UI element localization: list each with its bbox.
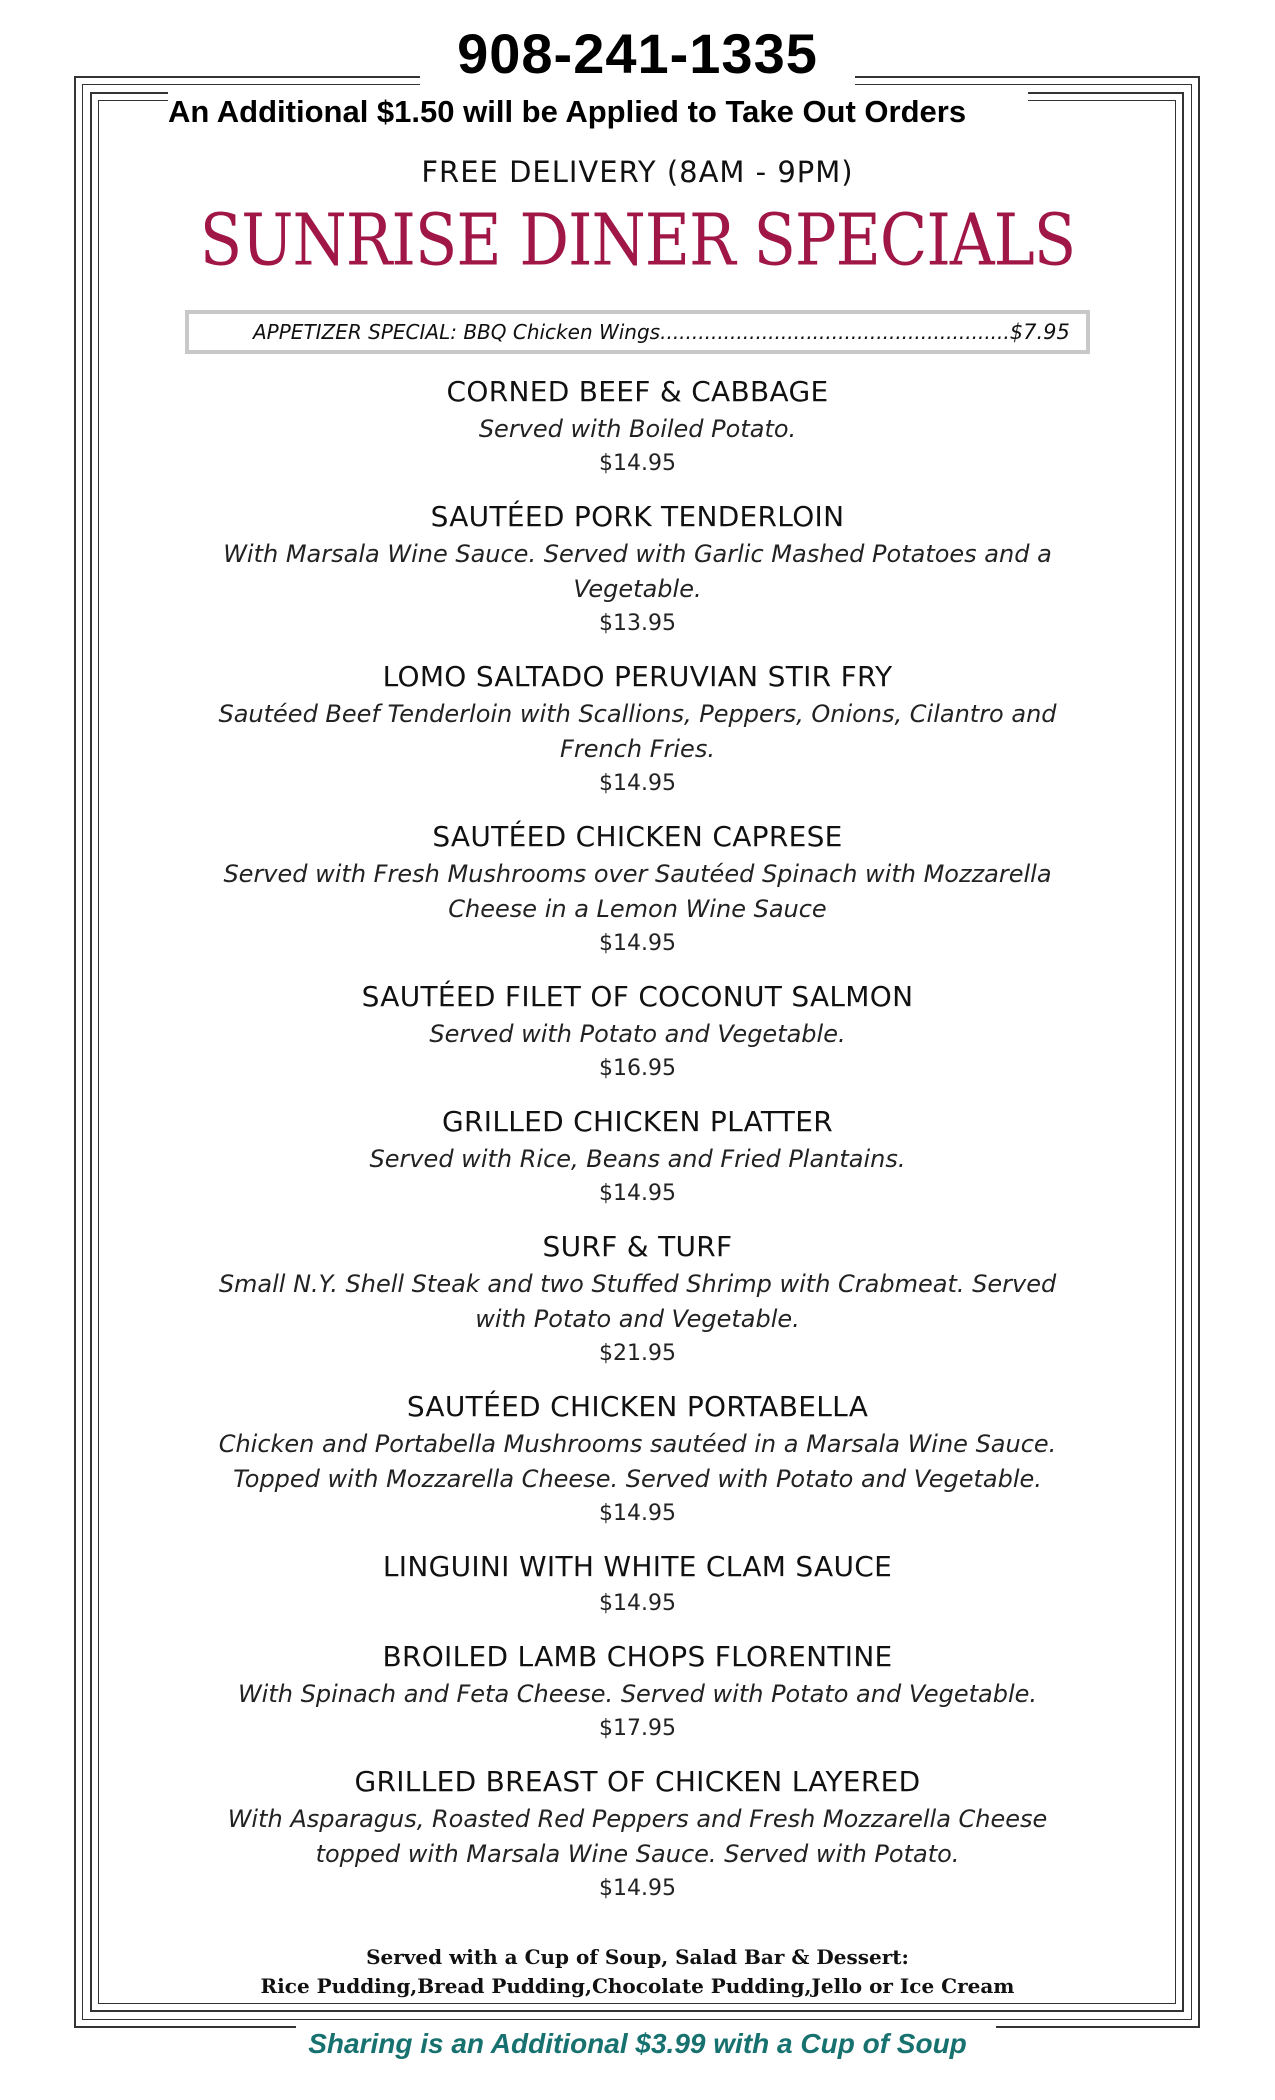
footer-line-2: Rice Pudding,Bread Pudding,Chocolate Pudding,Jello or Ice Cream	[260, 1974, 1015, 1998]
item-price: $14.95	[599, 1181, 676, 1206]
sharing-note: Sharing is an Additional $3.99 with a Cup of Soup	[308, 2028, 967, 2059]
page-title: SUNRISE DINER SPECIALS	[199, 198, 1076, 282]
item-description: Served with Potato and Vegetable.	[429, 1020, 846, 1048]
meal-includes-note	[0, 1943, 1275, 2001]
menu-item	[200, 1762, 1075, 1905]
item-price: $14.95	[599, 1501, 676, 1526]
item-price: $13.95	[599, 611, 676, 636]
item-description: With Marsala Wine Sauce. Served with Garlic Mashed Potatoes and a Vegetable.	[223, 540, 1052, 603]
menu-item	[200, 1102, 1075, 1210]
item-name: BROILED LAMB CHOPS FLORENTINE	[382, 1640, 893, 1673]
menu-item	[200, 372, 1075, 480]
menu-item	[200, 1227, 1075, 1370]
item-name: GRILLED BREAST OF CHICKEN LAYERED	[354, 1765, 921, 1798]
item-description: Chicken and Portabella Mushrooms sautéed in a Marsala Wine Sauce. Topped with Mozzarella Cheese. Served with Potato and Vegetable.	[218, 1430, 1057, 1493]
item-description: Served with Rice, Beans and Fried Plantains.	[369, 1145, 906, 1173]
menu-item	[200, 657, 1075, 800]
item-name: SAUTÉED FILET OF COCONUT SALMON	[361, 980, 914, 1013]
item-price: $17.95	[599, 1716, 676, 1741]
item-name: SAUTÉED CHICKEN PORTABELLA	[406, 1390, 869, 1423]
footer-line-1: Served with a Cup of Soup, Salad Bar & Dessert:	[366, 1945, 909, 1969]
item-price: $14.95	[599, 1591, 676, 1616]
item-name: LINGUINI WITH WHITE CLAM SAUCE	[382, 1550, 893, 1583]
appetizer-price: $7.95	[1009, 320, 1070, 344]
menu-item	[200, 497, 1075, 640]
item-description: Served with Fresh Mushrooms over Sautéed Spinach with Mozzarella Cheese in a Lemon Wine Sauce	[223, 860, 1052, 923]
takeout-notice: An Additional $1.50 will be Applied to Take Out Orders	[168, 92, 1028, 132]
menu-item	[200, 1547, 1075, 1620]
menu-item	[200, 1387, 1075, 1530]
menu-item	[200, 977, 1075, 1085]
item-price: $21.95	[599, 1341, 676, 1366]
item-name: SAUTÉED PORK TENDERLOIN	[430, 500, 845, 533]
item-description: With Spinach and Feta Cheese. Served with Potato and Vegetable.	[237, 1680, 1038, 1708]
item-description: Served with Boiled Potato.	[478, 415, 797, 443]
menu-list	[200, 372, 1075, 1922]
item-price: $14.95	[599, 931, 676, 956]
item-name: SAUTÉED CHICKEN CAPRESE	[432, 820, 843, 853]
appetizer-text: APPETIZER SPECIAL: BBQ Chicken Wings.......................................................	[253, 320, 1010, 344]
menu-item	[200, 1637, 1075, 1745]
item-description: Sautéed Beef Tenderloin with Scallions, Peppers, Onions, Cilantro and French Fries.	[218, 700, 1057, 763]
item-name: GRILLED CHICKEN PLATTER	[442, 1105, 833, 1138]
item-price: $14.95	[599, 451, 676, 476]
item-name: LOMO SALTADO PERUVIAN STIR FRY	[382, 660, 893, 693]
item-price: $14.95	[599, 771, 676, 796]
item-name: SURF & TURF	[542, 1230, 733, 1263]
item-description: Small N.Y. Shell Steak and two Stuffed Shrimp with Crabmeat. Served with Potato and Vegetable.	[218, 1270, 1057, 1333]
item-description: With Asparagus, Roasted Red Peppers and Fresh Mozzarella Cheese topped with Marsala Wine Sauce. Served with Potato.	[227, 1805, 1048, 1868]
item-name: CORNED BEEF & CABBAGE	[446, 375, 829, 408]
item-price: $14.95	[599, 1876, 676, 1901]
item-price: $16.95	[599, 1056, 676, 1081]
appetizer-special	[185, 310, 1090, 354]
phone-number: 908-241-1335	[457, 22, 818, 85]
delivery-hours: FREE DELIVERY (8AM - 9PM)	[421, 155, 854, 189]
menu-item	[200, 817, 1075, 960]
